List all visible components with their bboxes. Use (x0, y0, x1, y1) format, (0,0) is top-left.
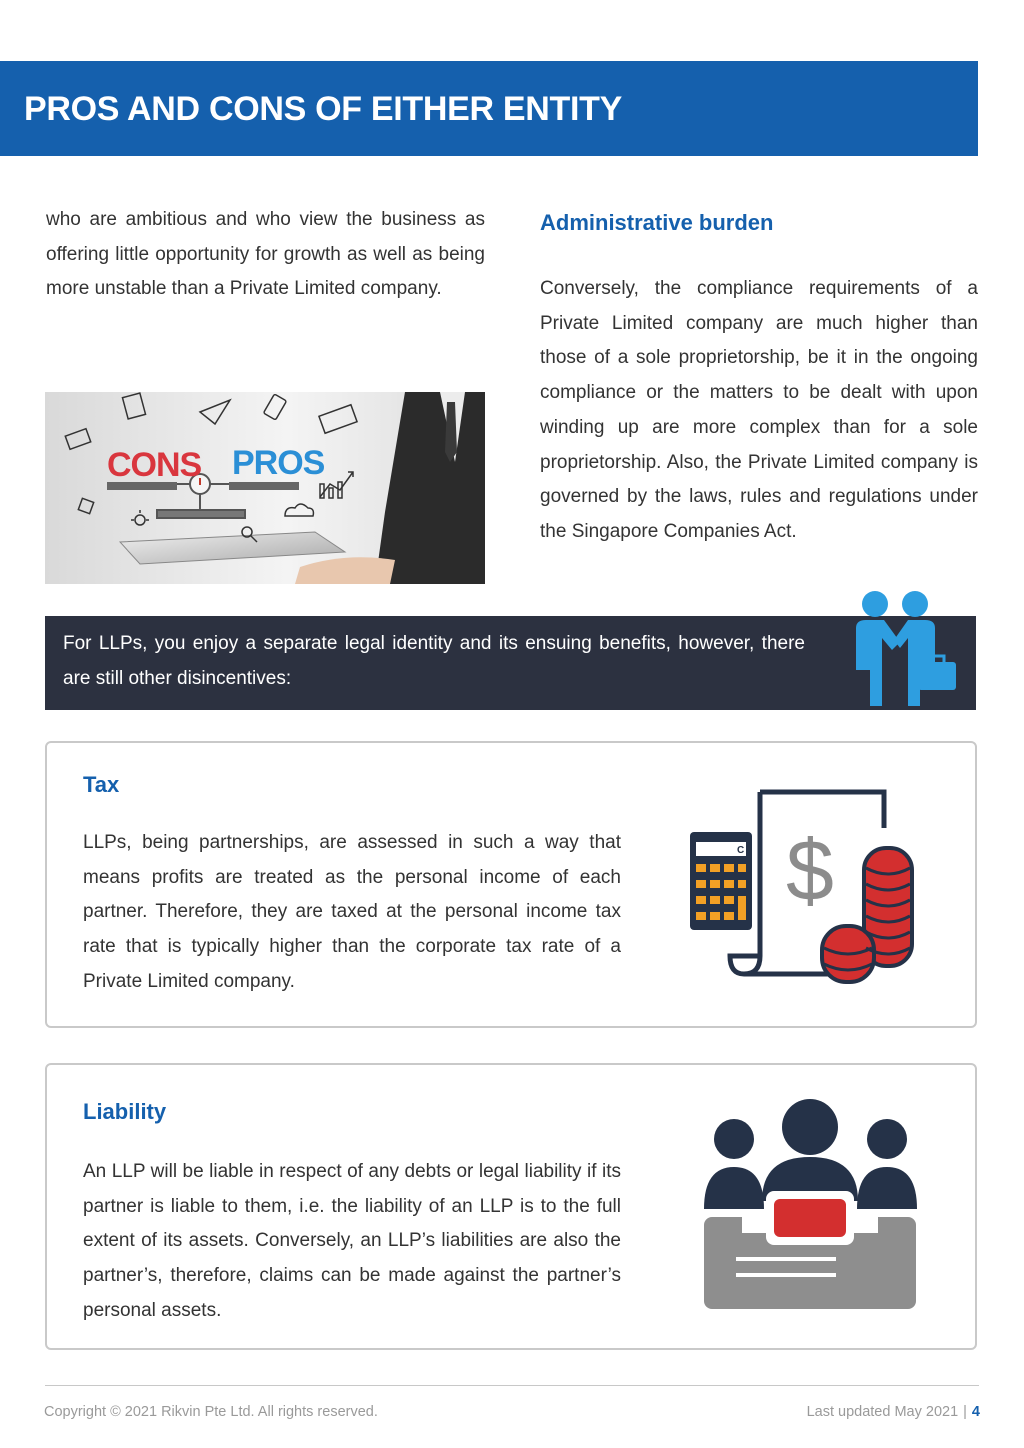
team-meeting-icon (700, 1097, 920, 1312)
handshake-icon (842, 588, 962, 710)
page-title: PROS AND CONS OF EITHER ENTITY (24, 90, 623, 128)
admin-burden-heading: Administrative burden (540, 210, 774, 235)
page-number: 4 (971, 1404, 980, 1420)
intro-paragraph: who are ambitious and who view the business as offering little opportunity for growth as well as being more unstable than a Private Limited company. (46, 209, 485, 300)
tax-calculator-icon (686, 788, 918, 988)
cons-label: CONS (107, 446, 202, 484)
pros-cons-illustration (45, 392, 485, 584)
page-footer-info (807, 1404, 980, 1420)
footer-divider (45, 1385, 979, 1386)
liability-paragraph: An LLP will be liable in respect of any debts or legal liability if its partner is liable to them, i.e. the liability of an LLP is to the full extent of its assets. Conversely, an LLP’s liabilities are also the partner’s, therefore, claims can be made against the partner’s personal assets. (83, 1161, 621, 1321)
pros-cons-photo (45, 392, 485, 584)
dollar-sign: $ (786, 823, 834, 919)
copyright-text: Copyright © 2021 Rikvin Pte Ltd. All rights reserved. (44, 1404, 378, 1420)
pros-label: PROS (232, 444, 325, 482)
last-updated-text: Last updated May 2021 (806, 1404, 959, 1420)
admin-burden-paragraph: Conversely, the compliance requirements of a Private Limited company are much higher than those of a sole proprietorship, be it in the ongoing compliance or the matters to be dealt with upon winding up are more complex than for a sole proprietorship. Also, the Private Limited company is governed by the laws, rules and regulations under the Singapore Companies Act. (540, 278, 978, 542)
liability-heading: Liability (83, 1099, 167, 1124)
footer-separator: | (963, 1404, 967, 1420)
tax-heading: Tax (83, 772, 120, 797)
calculator-clear-key: C (737, 845, 745, 856)
tax-paragraph: LLPs, being partnerships, are assessed in such a way that means profits are treated as the personal income of each partner. Therefore, they are taxed at the personal income tax rate that is typically higher than the corporate tax rate of a Private Limited company. (83, 832, 621, 992)
llp-banner-text: For LLPs, you enjoy a separate legal identity and its ensuing benefits, however, there are still other disincentives: (63, 633, 805, 689)
